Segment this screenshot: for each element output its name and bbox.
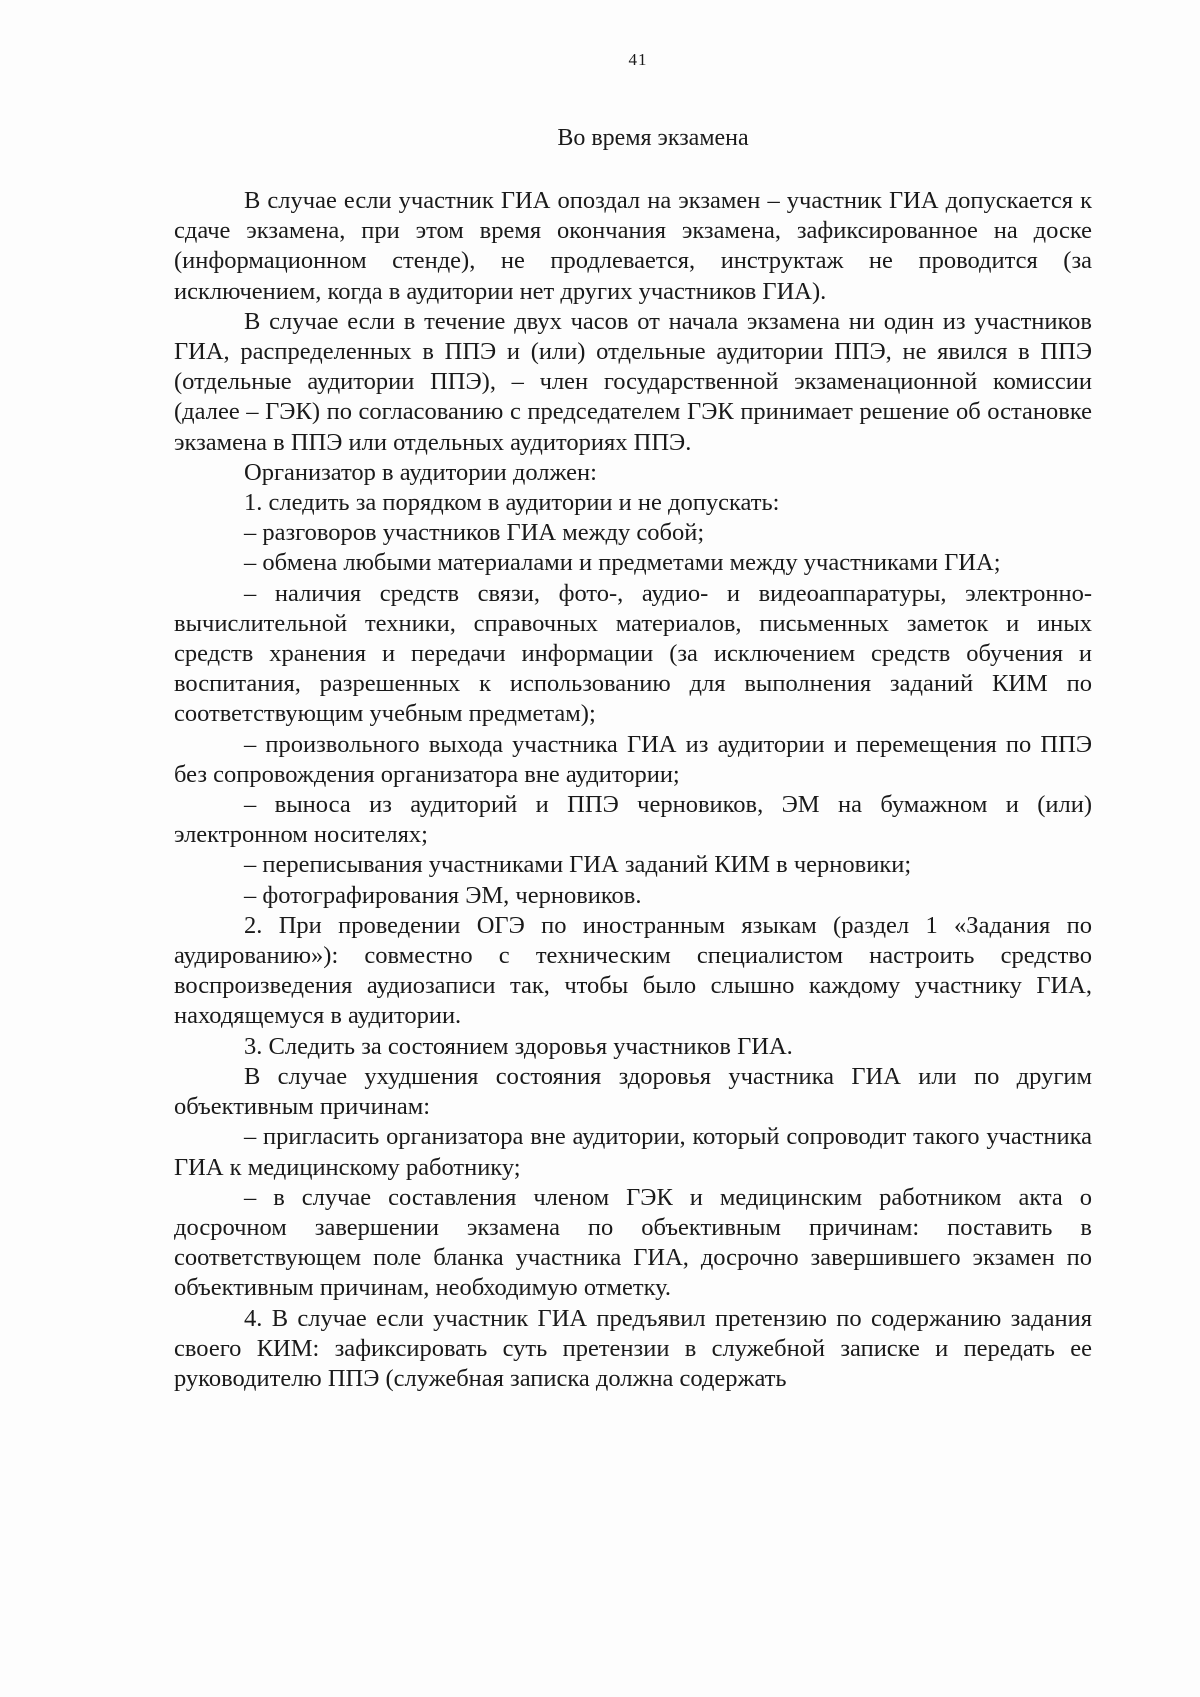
paragraph-no-show: В случае если в течение двух часов от начала экзамена ни один из участников ГИА, распределенных в ППЭ и (или) отдельные аудитории ППЭ, не явился в ППЭ (отдельные аудитории ППЭ), – член государственной экзаменационной комиссии (далее – ГЭК) по согласованию с председателем ГЭК принимает решение об остановке экзамена в ППЭ или отдельных аудиториях ППЭ.: [174, 307, 1092, 456]
list-item-exchange: – обмена любыми материалами и предметами между участниками ГИА;: [244, 549, 1001, 577]
list-item-removal: – выноса из аудиторий и ППЭ черновиков, ЭМ на бумажном и (или) электронном носителях;: [174, 791, 1092, 849]
paragraph-health-deterioration: В случае ухудшения состояния здоровья участника ГИА или по другим объективным причинам:: [174, 1062, 1092, 1121]
page-number: 41: [628, 50, 648, 69]
section-title: Во время экзамена: [557, 125, 749, 151]
list-item-early-completion: – в случае составления членом ГЭК и медицинским работником акта о досрочном завершении экзамена по объективным причинам: поставить в соответствующем поле бланка участника ГИА, досрочно завершившего экзамен по объективным причинам, необходимую отметку.: [174, 1183, 1092, 1302]
document-body: [174, 186, 1092, 1394]
list-item-copying: – переписывания участниками ГИА заданий КИМ в черновики;: [244, 851, 912, 879]
list-item-photographing: – фотографирования ЭМ, черновиков.: [244, 881, 642, 909]
list-item-claim: 4. В случае если участник ГИА предъявил претензию по содержанию задания своего КИМ: зафиксировать суть претензии в служебной записке и передать ее руководителю ППЭ (служебная записка должна содержать: [174, 1304, 1092, 1392]
list-item-health: 3. Следить за состоянием здоровья участников ГИА.: [244, 1032, 793, 1060]
list-item-conversations: – разговоров участников ГИА между собой;: [244, 519, 705, 547]
list-item-devices: – наличия средств связи, фото-, аудио- и видеоаппаратуры, электронно-вычислительной техники, справочных материалов, письменных заметок и иных средств хранения и передачи информации (за исключением средств обучения и воспитания, разрешенных к использованию для выполнения заданий КИМ по соответствующим учебным предметам);: [174, 579, 1092, 728]
paragraph-organizer-duties: Организатор в аудитории должен:: [244, 458, 597, 486]
list-item-audio-setup: 2. При проведении ОГЭ по иностранным языкам (раздел 1 «Задания по аудированию»): совместно с техническим специалистом настроить средство воспроизведения аудиозаписи так, чтобы было слышно каждому участнику ГИА, находящемуся в аудитории.: [174, 911, 1092, 1030]
list-item-leaving: – произвольного выхода участника ГИА из аудитории и перемещения по ППЭ без сопровождения организатора вне аудитории;: [174, 730, 1092, 788]
list-item-invite-organizer: – пригласить организатора вне аудитории, который сопроводит такого участника ГИА к медицинскому работнику;: [174, 1123, 1092, 1181]
paragraph-late-participant: В случае если участник ГИА опоздал на экзамен – участник ГИА допускается к сдаче экзамена, при этом время окончания экзамена, зафиксированное на доске (информационном стенде), не продлевается, инструктаж не проводится (за исключением, когда в аудитории нет других участников ГИА).: [174, 187, 1092, 305]
list-item-order: 1. следить за порядком в аудитории и не допускать:: [244, 489, 780, 517]
